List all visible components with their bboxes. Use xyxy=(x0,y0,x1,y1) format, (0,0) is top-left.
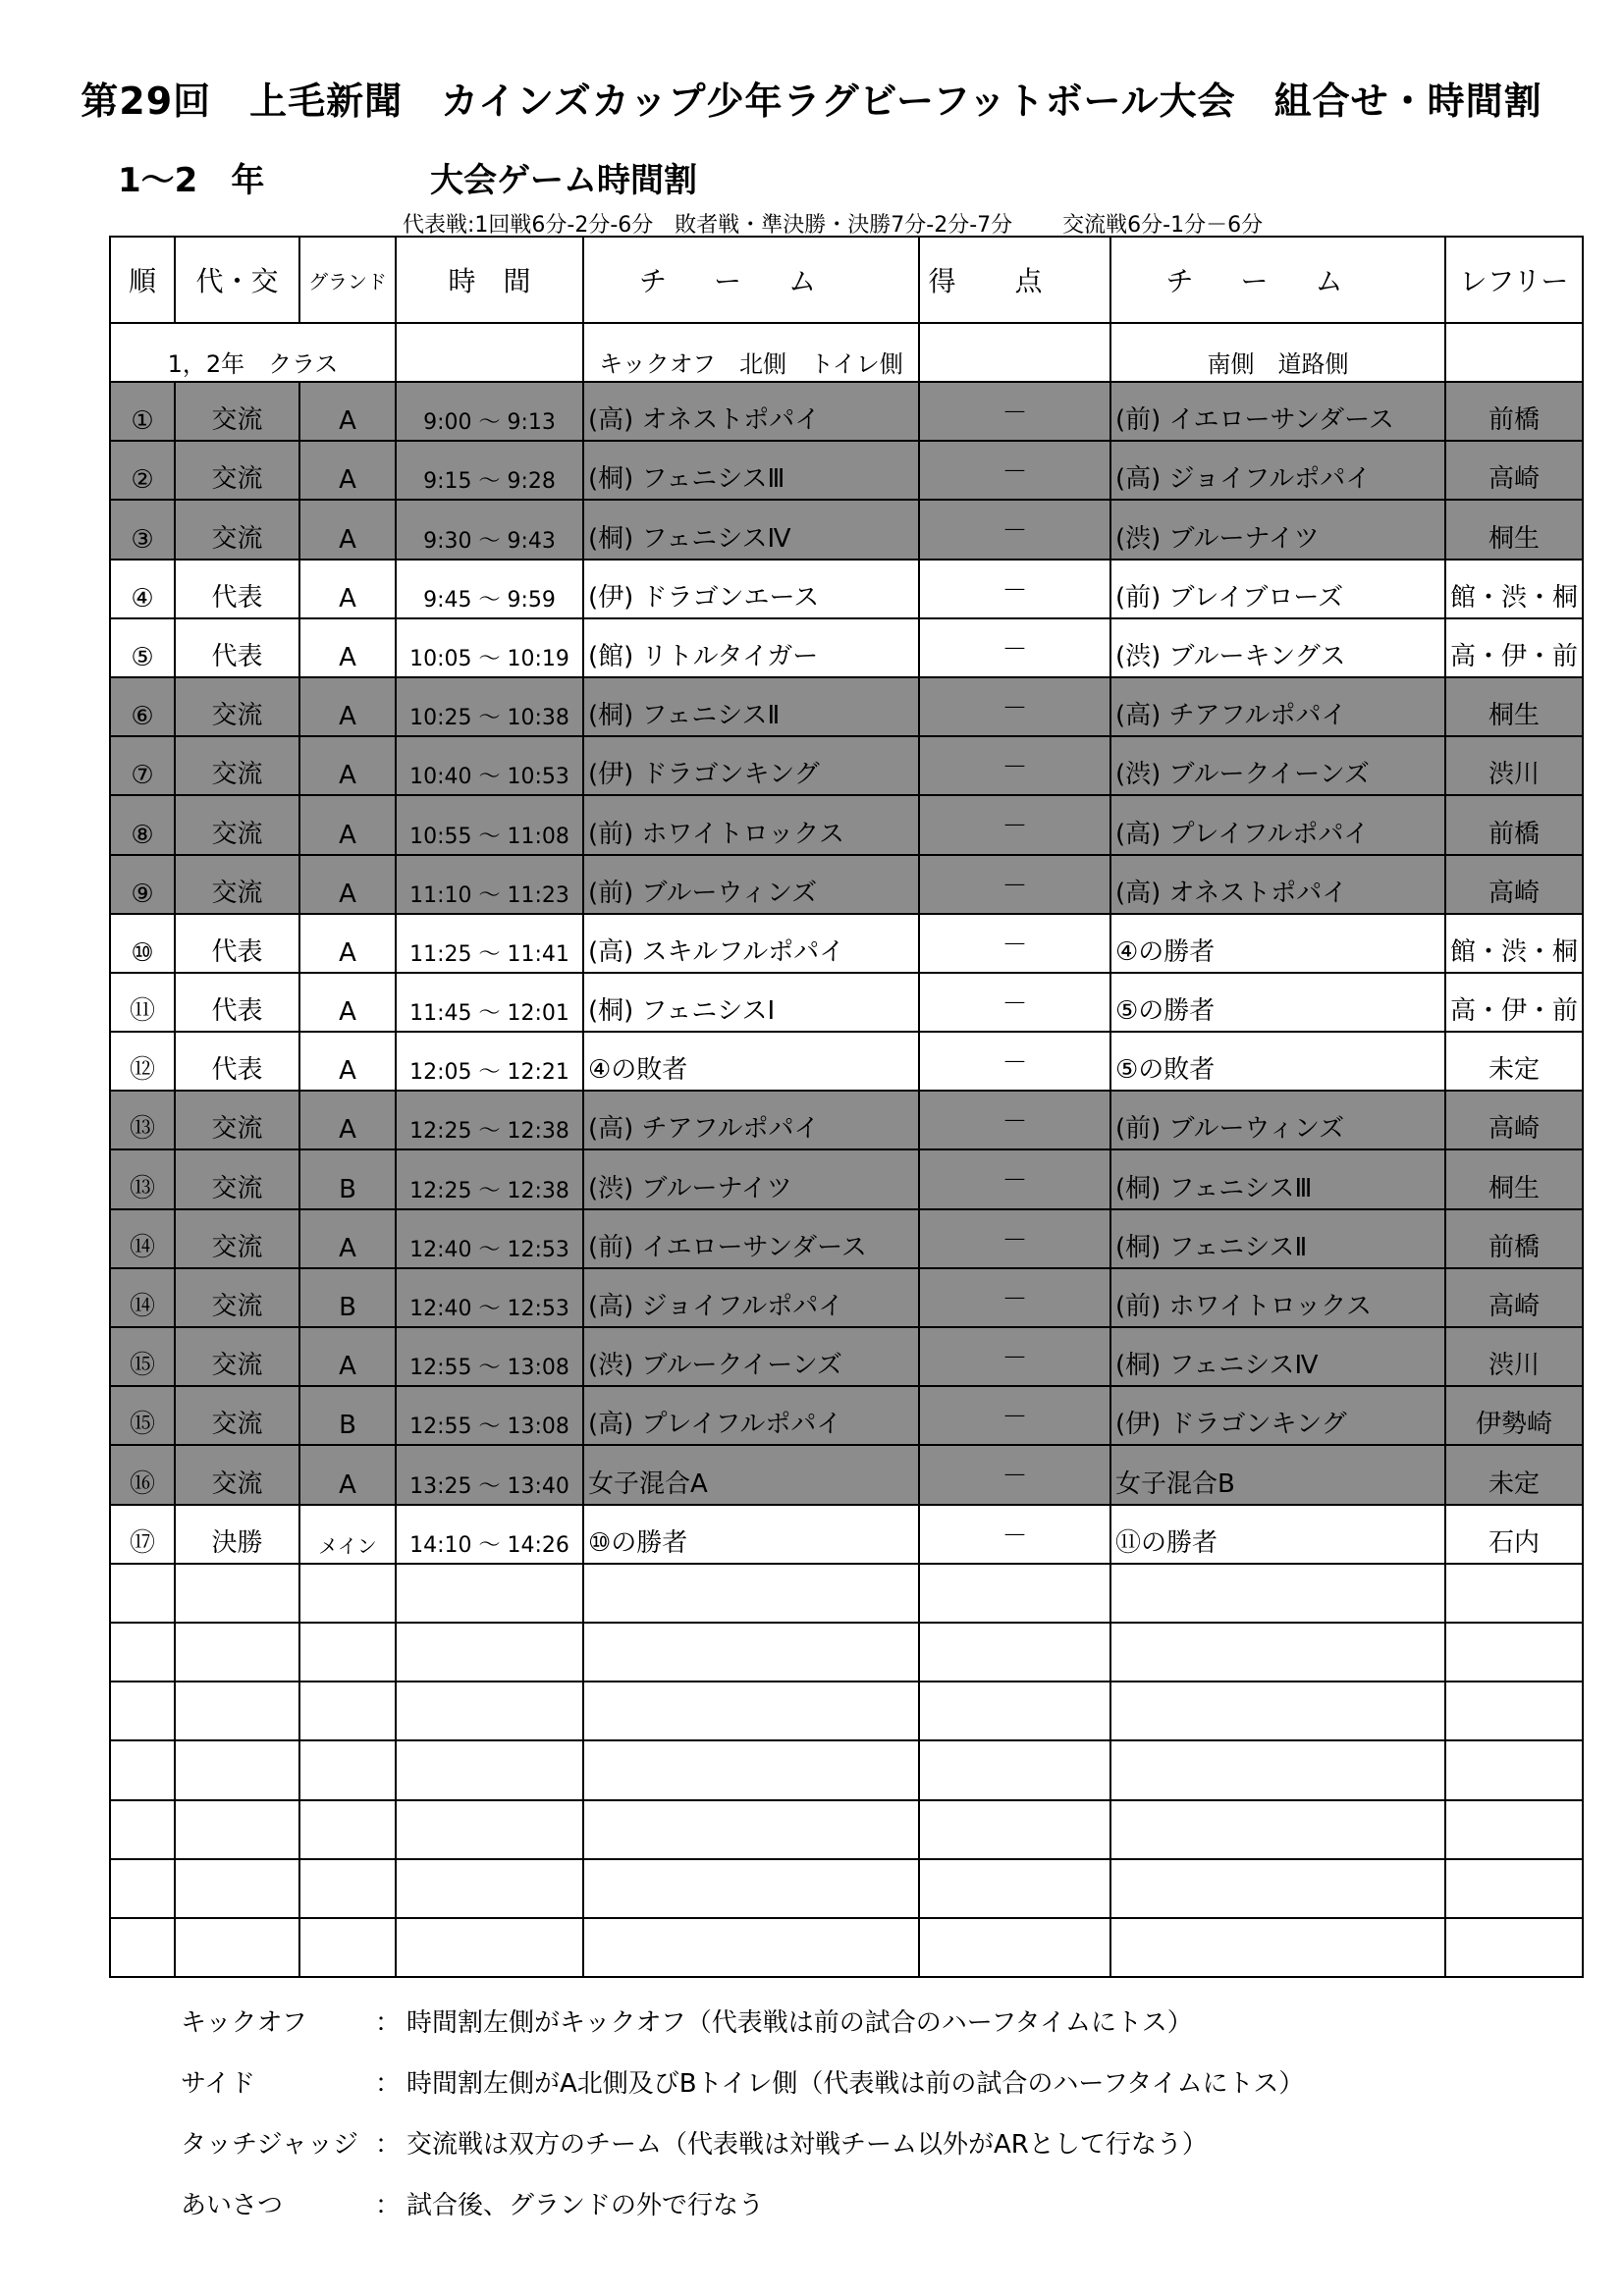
referee: 未定 xyxy=(1445,1032,1583,1091)
match-time: 10:55 ～ 11:08 xyxy=(396,795,583,854)
match-number: ⑨ xyxy=(110,855,175,914)
schedule-table xyxy=(109,236,1584,1978)
team-left: (前) イエローサンダース xyxy=(583,1209,919,1268)
note-text: 時間割左側がA北側及びBトイレ側（代表戦は前の試合のハーフタイムにトス） xyxy=(406,2069,1305,2099)
team-left: ⑩の勝者 xyxy=(583,1505,919,1564)
match-time: 10:40 ～ 10:53 xyxy=(396,736,583,795)
match-type: 交流 xyxy=(175,1268,299,1327)
ground: A xyxy=(299,618,396,677)
table-row xyxy=(110,500,1583,559)
match-type: 交流 xyxy=(175,1445,299,1504)
table-row xyxy=(110,1268,1583,1327)
header-type: 代・交 xyxy=(175,237,299,323)
referee: 高・伊・前 xyxy=(1445,618,1583,677)
match-type: 交流 xyxy=(175,1149,299,1208)
note-colon: ： xyxy=(375,2069,402,2099)
empty-cell xyxy=(583,1918,919,1977)
note-label: キックオフ xyxy=(181,2008,307,2038)
match-type: 交流 xyxy=(175,1209,299,1268)
empty-row xyxy=(110,1623,1583,1682)
score: － xyxy=(919,1209,1110,1268)
score: － xyxy=(919,1445,1110,1504)
match-number: ⑩ xyxy=(110,914,175,973)
note-colon: ： xyxy=(375,2191,402,2220)
score: － xyxy=(919,1386,1110,1445)
ground: A xyxy=(299,1091,396,1149)
match-type: 交流 xyxy=(175,382,299,441)
empty-cell xyxy=(175,1918,299,1977)
empty-cell xyxy=(919,1859,1110,1918)
match-time: 12:40 ～ 12:53 xyxy=(396,1268,583,1327)
team-left: (桐) フェニシスⅡ xyxy=(583,677,919,736)
empty-row xyxy=(110,1800,1583,1859)
empty-cell xyxy=(396,1800,583,1859)
team-left: (伊) ドラゴンキング xyxy=(583,736,919,795)
class-time-blank xyxy=(396,323,583,382)
empty-cell xyxy=(396,1682,583,1740)
empty-cell xyxy=(299,1623,396,1682)
ground: B xyxy=(299,1149,396,1208)
table-row xyxy=(110,1327,1583,1386)
score: － xyxy=(919,736,1110,795)
class-right-side: 南側 道路側 xyxy=(1110,323,1445,382)
note-label: タッチジャッジ xyxy=(181,2130,358,2160)
header-ground: グランド xyxy=(299,237,396,323)
table-row xyxy=(110,1386,1583,1445)
match-time: 12:25 ～ 12:38 xyxy=(396,1149,583,1208)
match-time: 9:00 ～ 9:13 xyxy=(396,382,583,441)
empty-cell xyxy=(396,1859,583,1918)
empty-cell xyxy=(110,1918,175,1977)
empty-cell xyxy=(175,1800,299,1859)
match-time: 10:05 ～ 10:19 xyxy=(396,618,583,677)
team-right: (渋) ブルーキングス xyxy=(1110,618,1445,677)
referee: 桐生 xyxy=(1445,1149,1583,1208)
empty-cell xyxy=(1445,1859,1583,1918)
match-time: 12:05 ～ 12:21 xyxy=(396,1032,583,1091)
referee: 館・渋・桐 xyxy=(1445,560,1583,618)
table-row xyxy=(110,677,1583,736)
ground: A xyxy=(299,441,396,500)
empty-cell xyxy=(175,1740,299,1799)
note-text: 交流戦は双方のチーム（代表戦は対戦チーム以外がARとして行なう） xyxy=(406,2130,1208,2160)
referee: 桐生 xyxy=(1445,677,1583,736)
empty-cell xyxy=(583,1623,919,1682)
referee: 高崎 xyxy=(1445,1268,1583,1327)
team-left: (高) チアフルポパイ xyxy=(583,1091,919,1149)
grade-label: 1〜2 年 xyxy=(118,161,265,200)
table-row xyxy=(110,1091,1583,1149)
empty-cell xyxy=(1110,1740,1445,1799)
match-time: 9:45 ～ 9:59 xyxy=(396,560,583,618)
match-number: ⑮ xyxy=(110,1327,175,1386)
table-row xyxy=(110,382,1583,441)
empty-cell xyxy=(583,1859,919,1918)
match-type: 交流 xyxy=(175,736,299,795)
match-number: ⑰ xyxy=(110,1505,175,1564)
table-row xyxy=(110,736,1583,795)
ground: A xyxy=(299,560,396,618)
team-left: ④の敗者 xyxy=(583,1032,919,1091)
match-type: 交流 xyxy=(175,1327,299,1386)
match-time: 9:30 ～ 9:43 xyxy=(396,500,583,559)
match-time: 10:25 ～ 10:38 xyxy=(396,677,583,736)
note-label: あいさつ xyxy=(181,2191,284,2220)
team-right: (前) ブレイブローズ xyxy=(1110,560,1445,618)
match-time: 11:25 ～ 11:41 xyxy=(396,914,583,973)
score: － xyxy=(919,914,1110,973)
ground: A xyxy=(299,1032,396,1091)
match-type: 交流 xyxy=(175,500,299,559)
empty-cell xyxy=(110,1564,175,1623)
score: － xyxy=(919,1327,1110,1386)
match-number: ① xyxy=(110,382,175,441)
team-left: (高) オネストポパイ xyxy=(583,382,919,441)
empty-cell xyxy=(299,1740,396,1799)
team-left: (高) ジョイフルポパイ xyxy=(583,1268,919,1327)
team-right: (前) ホワイトロックス xyxy=(1110,1268,1445,1327)
ground: A xyxy=(299,677,396,736)
match-number: ⑭ xyxy=(110,1268,175,1327)
team-right: (高) オネストポパイ xyxy=(1110,855,1445,914)
class-score-blank xyxy=(919,323,1110,382)
empty-cell xyxy=(299,1918,396,1977)
empty-cell xyxy=(1110,1859,1445,1918)
referee: 高崎 xyxy=(1445,441,1583,500)
match-type: 代表 xyxy=(175,560,299,618)
score: － xyxy=(919,677,1110,736)
score: － xyxy=(919,1091,1110,1149)
match-type: 代表 xyxy=(175,1032,299,1091)
ground: A xyxy=(299,382,396,441)
match-number: ⑮ xyxy=(110,1386,175,1445)
empty-cell xyxy=(175,1564,299,1623)
note-text: 試合後、グランドの外で行なう xyxy=(406,2191,765,2220)
match-time: 12:55 ～ 13:08 xyxy=(396,1386,583,1445)
table-row xyxy=(110,618,1583,677)
table-row xyxy=(110,1032,1583,1091)
score: － xyxy=(919,1032,1110,1091)
empty-cell xyxy=(583,1564,919,1623)
empty-row xyxy=(110,1740,1583,1799)
note-label: サイド xyxy=(181,2069,256,2099)
ground: A xyxy=(299,973,396,1032)
empty-cell xyxy=(919,1800,1110,1859)
ground: A xyxy=(299,500,396,559)
table-row xyxy=(110,441,1583,500)
note-text: 時間割左側がキックオフ（代表戦は前の試合のハーフタイムにトス） xyxy=(406,2008,1193,2038)
match-time: 13:25 ～ 13:40 xyxy=(396,1445,583,1504)
class-left-side: キックオフ 北側 トイレ側 xyxy=(583,323,919,382)
match-time: 11:10 ～ 11:23 xyxy=(396,855,583,914)
empty-cell xyxy=(299,1682,396,1740)
table-row xyxy=(110,1149,1583,1208)
class-ref-blank xyxy=(1445,323,1583,382)
score: － xyxy=(919,1149,1110,1208)
team-left: (桐) フェニシスⅢ xyxy=(583,441,919,500)
referee: 前橋 xyxy=(1445,382,1583,441)
team-right: (前) イエローサンダース xyxy=(1110,382,1445,441)
empty-cell xyxy=(1445,1740,1583,1799)
empty-row xyxy=(110,1682,1583,1740)
schedule-subtitle: 大会ゲーム時間割 xyxy=(430,161,697,200)
table-row xyxy=(110,1445,1583,1504)
referee: 前橋 xyxy=(1445,795,1583,854)
empty-cell xyxy=(919,1918,1110,1977)
empty-cell xyxy=(1110,1682,1445,1740)
score: － xyxy=(919,855,1110,914)
score: － xyxy=(919,618,1110,677)
empty-cell xyxy=(1445,1623,1583,1682)
match-number: ⑯ xyxy=(110,1445,175,1504)
team-left: (桐) フェニシスⅣ xyxy=(583,500,919,559)
empty-cell xyxy=(1110,1800,1445,1859)
empty-cell xyxy=(175,1859,299,1918)
ground: A xyxy=(299,736,396,795)
note-colon: ： xyxy=(375,2130,402,2160)
team-left: (渋) ブルーナイツ xyxy=(583,1149,919,1208)
team-right: (桐) フェニシスⅡ xyxy=(1110,1209,1445,1268)
referee: 石内 xyxy=(1445,1505,1583,1564)
empty-cell xyxy=(1445,1564,1583,1623)
empty-cell xyxy=(110,1740,175,1799)
table-row xyxy=(110,1505,1583,1564)
team-left: 女子混合A xyxy=(583,1445,919,1504)
team-right: (桐) フェニシスⅣ xyxy=(1110,1327,1445,1386)
empty-cell xyxy=(919,1740,1110,1799)
empty-cell xyxy=(583,1800,919,1859)
table-row xyxy=(110,560,1583,618)
match-number: ⑭ xyxy=(110,1209,175,1268)
team-left: (高) スキルフルポパイ xyxy=(583,914,919,973)
match-number: ④ xyxy=(110,560,175,618)
ground: A xyxy=(299,1445,396,1504)
empty-cell xyxy=(299,1859,396,1918)
match-number: ⑤ xyxy=(110,618,175,677)
referee: 桐生 xyxy=(1445,500,1583,559)
header-team-left: チーム xyxy=(583,237,919,323)
ground: A xyxy=(299,914,396,973)
referee: 館・渋・桐 xyxy=(1445,914,1583,973)
header-row xyxy=(110,237,1583,323)
header-score: 得点 xyxy=(919,237,1110,323)
ground: A xyxy=(299,855,396,914)
empty-cell xyxy=(110,1623,175,1682)
match-number: ② xyxy=(110,441,175,500)
team-left: (前) ブルーウィンズ xyxy=(583,855,919,914)
referee: 渋川 xyxy=(1445,1327,1583,1386)
header-order: 順 xyxy=(110,237,175,323)
score: － xyxy=(919,441,1110,500)
empty-cell xyxy=(583,1682,919,1740)
score: － xyxy=(919,795,1110,854)
team-right: (伊) ドラゴンキング xyxy=(1110,1386,1445,1445)
ground: A xyxy=(299,1209,396,1268)
empty-cell xyxy=(110,1800,175,1859)
empty-cell xyxy=(396,1918,583,1977)
ground: B xyxy=(299,1268,396,1327)
empty-cell xyxy=(1110,1918,1445,1977)
empty-cell xyxy=(1110,1623,1445,1682)
empty-row xyxy=(110,1918,1583,1977)
team-left: (高) プレイフルポパイ xyxy=(583,1386,919,1445)
referee: 前橋 xyxy=(1445,1209,1583,1268)
match-time: 14:10 ～ 14:26 xyxy=(396,1505,583,1564)
team-right: (桐) フェニシスⅢ xyxy=(1110,1149,1445,1208)
score: － xyxy=(919,1268,1110,1327)
referee: 高崎 xyxy=(1445,855,1583,914)
empty-cell xyxy=(175,1682,299,1740)
team-right: (渋) ブルーナイツ xyxy=(1110,500,1445,559)
match-time: 12:25 ～ 12:38 xyxy=(396,1091,583,1149)
referee: 高・伊・前 xyxy=(1445,973,1583,1032)
empty-cell xyxy=(396,1564,583,1623)
empty-cell xyxy=(396,1623,583,1682)
ground: A xyxy=(299,795,396,854)
score: － xyxy=(919,973,1110,1032)
match-type: 決勝 xyxy=(175,1505,299,1564)
empty-cell xyxy=(175,1623,299,1682)
match-type: 交流 xyxy=(175,677,299,736)
team-right: (渋) ブルークイーンズ xyxy=(1110,736,1445,795)
match-type: 交流 xyxy=(175,795,299,854)
table-row xyxy=(110,855,1583,914)
empty-cell xyxy=(299,1564,396,1623)
empty-cell xyxy=(919,1623,1110,1682)
empty-cell xyxy=(919,1564,1110,1623)
header-team-right: チーム xyxy=(1110,237,1445,323)
empty-cell xyxy=(1445,1682,1583,1740)
empty-row xyxy=(110,1564,1583,1623)
match-number: ⑬ xyxy=(110,1149,175,1208)
match-time: 9:15 ～ 9:28 xyxy=(396,441,583,500)
team-right: ④の勝者 xyxy=(1110,914,1445,973)
match-type: 代表 xyxy=(175,973,299,1032)
match-number: ③ xyxy=(110,500,175,559)
match-number: ⑪ xyxy=(110,973,175,1032)
document-title: 第29回 上毛新聞 カインズカップ少年ラグビーフットボール大会 組合せ・時間割 xyxy=(81,80,1542,123)
match-number: ⑧ xyxy=(110,795,175,854)
empty-row xyxy=(110,1859,1583,1918)
team-right: (高) プレイフルポパイ xyxy=(1110,795,1445,854)
match-type: 代表 xyxy=(175,914,299,973)
team-right: ⑤の敗者 xyxy=(1110,1032,1445,1091)
match-number: ⑫ xyxy=(110,1032,175,1091)
empty-cell xyxy=(919,1682,1110,1740)
ground: メイン xyxy=(299,1505,396,1564)
referee: 高崎 xyxy=(1445,1091,1583,1149)
note-colon: ： xyxy=(375,2008,402,2038)
score: － xyxy=(919,382,1110,441)
empty-cell xyxy=(110,1859,175,1918)
score: － xyxy=(919,1505,1110,1564)
empty-cell xyxy=(1445,1918,1583,1977)
match-type: 交流 xyxy=(175,855,299,914)
header-time: 時 間 xyxy=(396,237,583,323)
match-time: 11:45 ～ 12:01 xyxy=(396,973,583,1032)
empty-cell xyxy=(110,1682,175,1740)
team-right: (高) ジョイフルポパイ xyxy=(1110,441,1445,500)
score: － xyxy=(919,560,1110,618)
table-row xyxy=(110,914,1583,973)
match-type: 交流 xyxy=(175,1091,299,1149)
match-type: 交流 xyxy=(175,1386,299,1445)
team-left: (桐) フェニシスⅠ xyxy=(583,973,919,1032)
match-type: 交流 xyxy=(175,441,299,500)
table-row xyxy=(110,795,1583,854)
header-referee: レフリー xyxy=(1445,237,1583,323)
empty-cell xyxy=(583,1740,919,1799)
referee: 未定 xyxy=(1445,1445,1583,1504)
class-row xyxy=(110,323,1583,382)
empty-cell xyxy=(299,1800,396,1859)
referee: 渋川 xyxy=(1445,736,1583,795)
class-label: 1，2年 クラス xyxy=(110,323,396,382)
empty-cell xyxy=(1445,1800,1583,1859)
team-right: 女子混合B xyxy=(1110,1445,1445,1504)
ground: B xyxy=(299,1386,396,1445)
team-left: (前) ホワイトロックス xyxy=(583,795,919,854)
match-time: 12:55 ～ 13:08 xyxy=(396,1327,583,1386)
ground: A xyxy=(299,1327,396,1386)
match-number: ⑦ xyxy=(110,736,175,795)
team-left: (伊) ドラゴンエース xyxy=(583,560,919,618)
referee: 伊勢崎 xyxy=(1445,1386,1583,1445)
match-type: 代表 xyxy=(175,618,299,677)
table-row xyxy=(110,973,1583,1032)
score: － xyxy=(919,500,1110,559)
empty-cell xyxy=(396,1740,583,1799)
team-right: ⑤の勝者 xyxy=(1110,973,1445,1032)
match-time: 12:40 ～ 12:53 xyxy=(396,1209,583,1268)
empty-cell xyxy=(1110,1564,1445,1623)
match-duration-rules: 代表戦:1回戦6分-2分-6分 敗者戦・準決勝・決勝7分-2分-7分 交流戦6分-1分－6分 xyxy=(403,213,1264,238)
table-row xyxy=(110,1209,1583,1268)
match-number: ⑬ xyxy=(110,1091,175,1149)
match-number: ⑥ xyxy=(110,677,175,736)
team-right: ⑪の勝者 xyxy=(1110,1505,1445,1564)
team-left: (館) リトルタイガー xyxy=(583,618,919,677)
team-left: (渋) ブルークイーンズ xyxy=(583,1327,919,1386)
team-right: (前) ブルーウィンズ xyxy=(1110,1091,1445,1149)
team-right: (高) チアフルポパイ xyxy=(1110,677,1445,736)
